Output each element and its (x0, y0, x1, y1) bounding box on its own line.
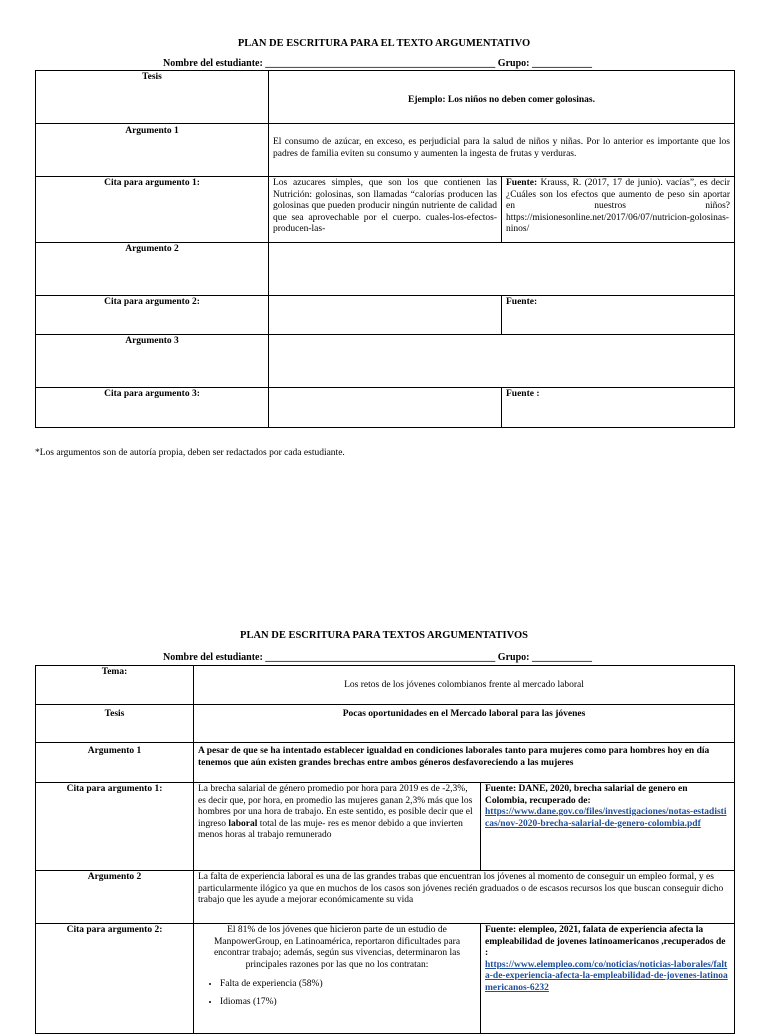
doc2-row-cita1 (36, 783, 735, 871)
doc2-fuente2-cell (481, 924, 735, 1034)
doc1-row-cita1 (36, 177, 735, 243)
doc1-arg2-empty (269, 243, 735, 296)
doc2-student-line: Nombre del estudiante: ______________________________________________ Grupo: ____________ (163, 652, 592, 663)
doc1-fuente1-cell (502, 177, 735, 243)
doc2-cita2-bullets (198, 979, 476, 1008)
doc2-cita2-label: Cita para argumento 2: (36, 924, 194, 1034)
doc2-fuente1-text: Fuente: DANE, 2020, brecha salarial de genero en Colombia, recuperado de: (485, 784, 688, 806)
doc1-cita2-label: Cita para argumento 2: (36, 296, 269, 335)
doc2-row-arg2 (36, 871, 735, 924)
doc2-cita2-cell (194, 924, 481, 1034)
doc2-fuente1-cell (481, 783, 735, 871)
doc1-student-line: Nombre del estudiante: ______________________________________________ Grupo: ____________ (163, 58, 592, 69)
doc1-cita1-text: Los azucares simples, que son los que contienen las Nutrición: golosinas, son llamadas “calorías producen las golosinas que pueden producir ningún nutriente de calidad que sea aprovechable por el cuerpo. cuales-los-efectos-producen-las- (269, 177, 502, 243)
doc2-arg2-label: Argumento 2 (36, 871, 194, 924)
doc2-fuente2-text: Fuente: elempleo, 2021, falata de experiencia afecta la empleabilidad de jovenes latinoamericanos ,recuperados de : (485, 925, 726, 958)
doc2-row-arg1 (36, 743, 735, 783)
doc1-tesis-label: Tesis (36, 71, 269, 124)
doc2-arg2-text: La falta de experiencia laboral es una de las grandes trabas que encuentran los jóvenes al momento de conseguir un empleo formal, y es particularmente ilógico ya que en muchos de los casos son jóvenes recién graduados o de escasos recursos los que buscan conseguir dicho trabajo que les ayude a mejorar económicamente su vida (194, 871, 735, 924)
doc2-title: PLAN DE ESCRITURA PARA TEXTOS ARGUMENTATIVOS (240, 630, 528, 641)
doc1-fuente3-label: Fuente : (502, 388, 735, 428)
doc2-row-tesis (36, 705, 735, 743)
doc2-fuente2-link[interactable]: https://www.elempleo.com/co/noticias/noticias-laborales/falta-de-experiencia-afecta-la-empleabilidad-de-jovenes-latinoamericanos-6232 (485, 959, 728, 993)
doc1-row-cita3 (36, 388, 735, 428)
doc1-fuente1-label: Fuente: (506, 178, 538, 188)
doc1-row-arg1 (36, 124, 735, 177)
doc1-row-cita2 (36, 296, 735, 335)
doc1-title: PLAN DE ESCRITURA PARA EL TEXTO ARGUMENTATIVO (237, 38, 531, 49)
list-item: • Falta de experiencia (58%) (220, 979, 476, 991)
doc1-cita2-empty (269, 296, 502, 335)
doc2-cita1-text-a: La brecha salarial de género promedio por hora para 2019 es de -2,3%, es decir que, por hora, en promedio las mujeres ganan 2,3% más que los hombres por una hora de trabajo. En este sentido, es posible decir que el ingreso (198, 784, 473, 829)
doc1-arg2-label: Argumento 2 (36, 243, 269, 296)
doc2-cita2-text: El 81% de los jóvenes que hicieron parte de un estudio de ManpowerGroup, en Latinoamérica, reportaron dificultades para encontrar trabajo; además, según sus vivencias, determinaron las principales razones por las que no los contratan: (213, 925, 461, 970)
list-item: • Idiomas (17%) (220, 997, 476, 1009)
doc1-fuente2-label: Fuente: (502, 296, 735, 335)
doc1-arg1-text: El consumo de azúcar, en exceso, es perjudicial para la salud de niños y niñas. Por lo anterior es importante que los padres de familia eviten su consumo y aumenten la ingesta de frutas y verduras. (269, 124, 735, 177)
doc2-arg1-label: Argumento 1 (36, 743, 194, 783)
doc2-tema-text: Los retos de los jóvenes colombianos frente al mercado laboral (194, 666, 735, 705)
doc1-row-arg2 (36, 243, 735, 296)
doc1-fuente1-text: Krauss, R. (2017, 17 de junio). vacías”, es decir ¿Cuáles son los efectos que aumento de peso sin aportar en nuestros niños? https://misionesonline.net/2017/06/07/nutricion-golosinas-ninos/ (506, 178, 731, 234)
doc2-row-tema (36, 666, 735, 705)
doc2-cita1-label: Cita para argumento 1: (36, 783, 194, 871)
doc1-row-arg3 (36, 335, 735, 388)
doc2-tesis-text: Pocas oportunidades en el Mercado laboral para las jóvenes (194, 705, 735, 743)
doc2-cita1-cell (194, 783, 481, 871)
doc1-footnote: *Los argumentos son de autoría propia, deben ser redactados por cada estudiante. (35, 448, 345, 458)
doc1-cita1-label: Cita para argumento 1: (36, 177, 269, 243)
doc2-tema-label: Tema: (36, 666, 194, 705)
doc1-arg3-label: Argumento 3 (36, 335, 269, 388)
doc1-plan-table (35, 70, 735, 428)
doc1-tesis-text: Ejemplo: Los niños no deben comer golosinas. (269, 71, 735, 124)
doc2-cita1-bold: laboral (228, 818, 258, 829)
doc2-tesis-label: Tesis (36, 705, 194, 743)
doc1-arg1-label: Argumento 1 (36, 124, 269, 177)
doc1-row-tesis (36, 71, 735, 124)
doc2-row-cita2 (36, 924, 735, 1034)
doc2-plan-table (35, 665, 735, 1034)
doc1-arg3-empty (269, 335, 735, 388)
doc2-cita1-text-b: total de las muje- res es menor debido a que invierten menos horas al trabajo remunerado (198, 818, 463, 840)
doc2-arg1-text: A pesar de que se ha intentado establecer igualdad en condiciones laborales tanto para mujeres como para hombres hoy en día tenemos que aún existen grandes brechas entre ambos géneros desfavoreciendo a las mujeres (194, 743, 735, 783)
doc2-fuente1-link[interactable]: https://www.dane.gov.co/files/investigaciones/notas-estadisticas/nov-2020-brecha-salarial-de-genero-colombia.pdf (485, 807, 727, 829)
doc1-cita3-label: Cita para argumento 3: (36, 388, 269, 428)
doc1-cita3-empty (269, 388, 502, 428)
